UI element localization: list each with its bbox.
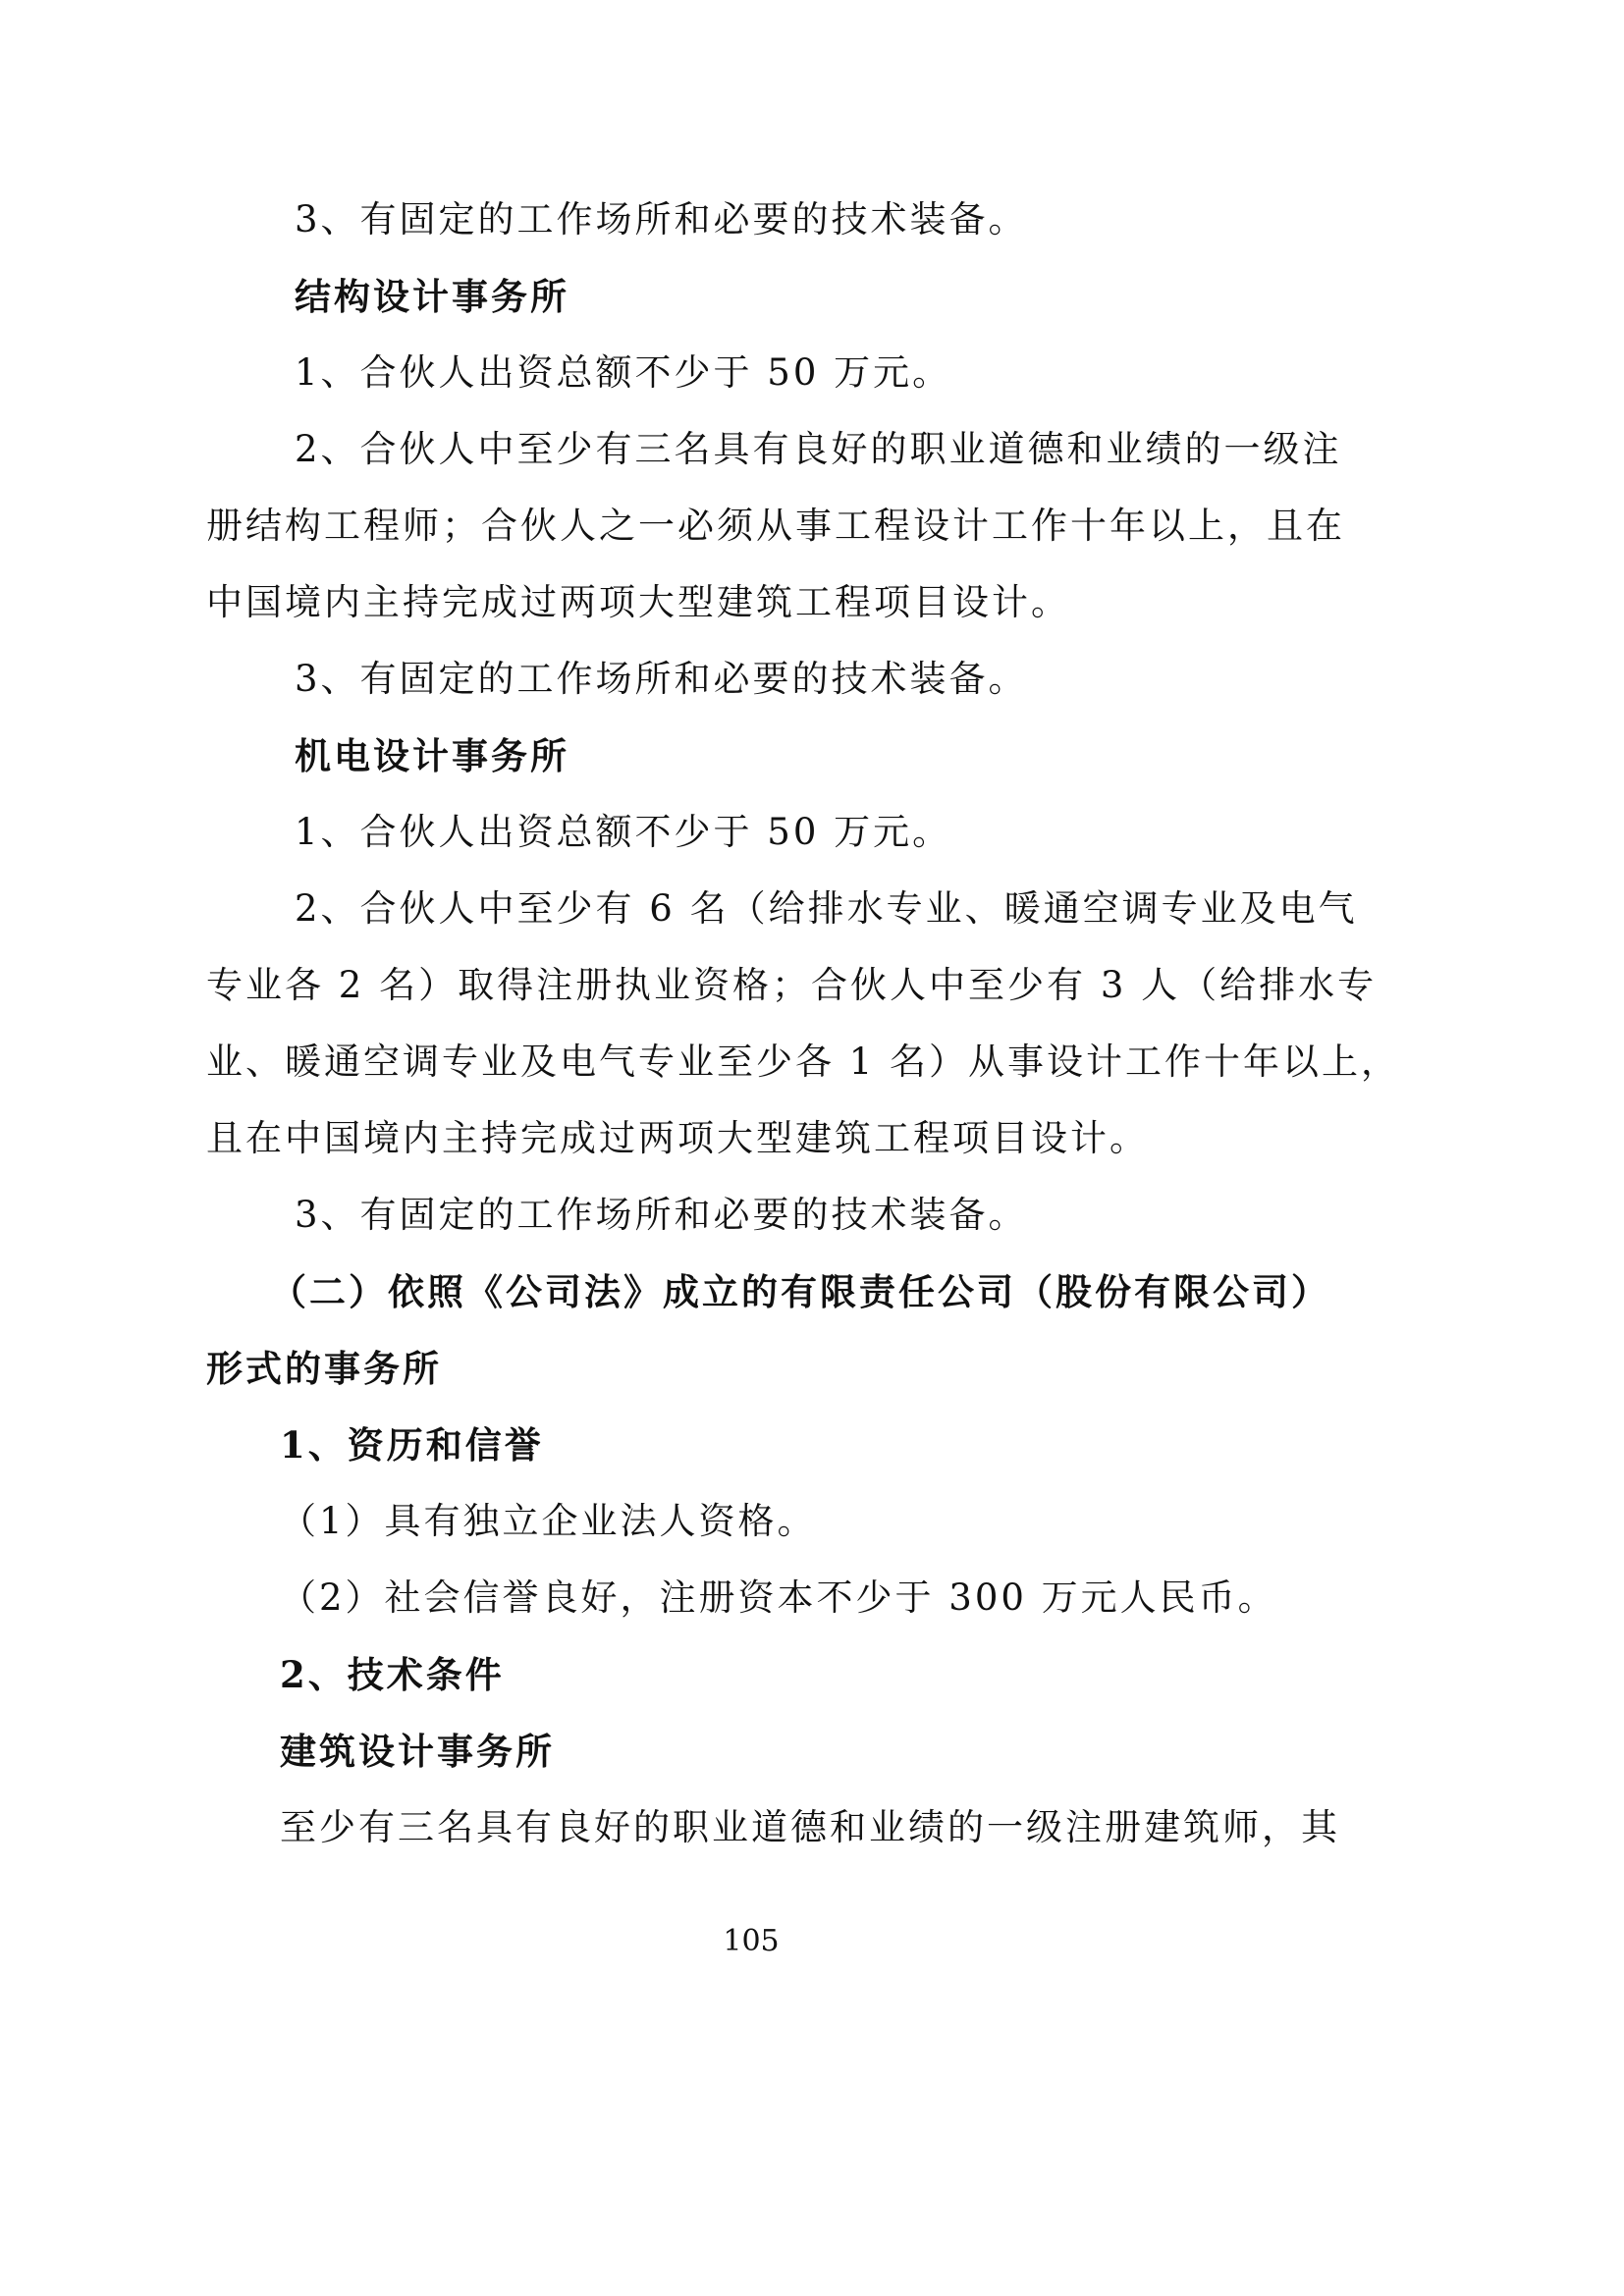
text-line: 3、有固定的工作场所和必要的技术装备。 xyxy=(295,198,1028,240)
text-line: 专业各 2 名）取得注册执业资格；合伙人中至少有 3 人（给排水专 xyxy=(206,964,1378,1006)
subheading-technical: 2、技术条件 xyxy=(280,1653,505,1696)
section-heading-company: （二）依照《公司法》成立的有限责任公司（股份有限公司） xyxy=(270,1270,1330,1313)
text-line: 2、合伙人中至少有 6 名（给排水专业、暖通空调专业及电气 xyxy=(295,887,1358,930)
text-line: 册结构工程师；合伙人之一必须从事工程设计工作十年以上，且在 xyxy=(206,505,1345,547)
text-line: 至少有三名具有良好的职业道德和业绩的一级注册建筑师，其 xyxy=(280,1806,1340,1848)
text-line: 1、合伙人出资总额不少于 50 万元。 xyxy=(295,811,952,853)
text-line: 2、合伙人中至少有三名具有良好的职业道德和业绩的一级注 xyxy=(295,428,1342,470)
text-line: 1、合伙人出资总额不少于 50 万元。 xyxy=(295,351,952,394)
text-line: 且在中国境内主持完成过两项大型建筑工程项目设计。 xyxy=(206,1117,1149,1159)
text-line: （1）具有独立企业法人资格。 xyxy=(280,1500,817,1542)
heading-architectural-design-firm: 建筑设计事务所 xyxy=(280,1730,555,1773)
section-heading-company-cont: 形式的事务所 xyxy=(206,1347,442,1390)
text-line: 中国境内主持完成过两项大型建筑工程项目设计。 xyxy=(206,581,1070,623)
heading-structural-design-firm: 结构设计事务所 xyxy=(295,275,569,318)
text-line: 3、有固定的工作场所和必要的技术装备。 xyxy=(295,1194,1028,1236)
text-line: 3、有固定的工作场所和必要的技术装备。 xyxy=(295,658,1028,700)
heading-mep-design-firm: 机电设计事务所 xyxy=(295,734,569,777)
subheading-qualification: 1、资历和信誉 xyxy=(280,1423,544,1467)
text-line: 业、暖通空调专业及电气专业至少各 1 名）从事设计工作十年以上， xyxy=(206,1041,1401,1083)
text-line: （2）社会信誉良好，注册资本不少于 300 万元人民币。 xyxy=(280,1576,1277,1619)
page-number: 105 xyxy=(723,1924,780,1958)
